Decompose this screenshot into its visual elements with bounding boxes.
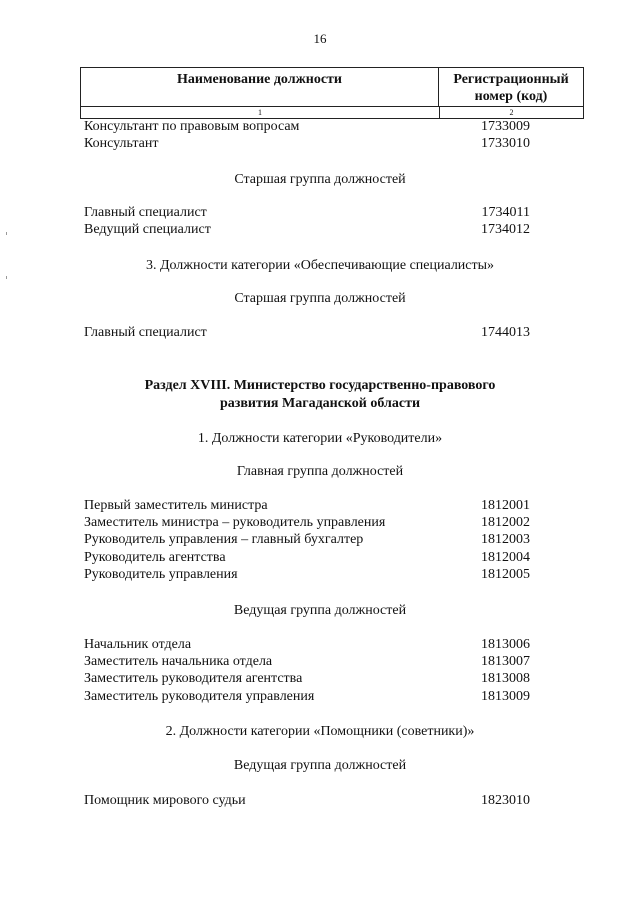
category-heading: 3. Должности категории «Обеспечивающие специалисты» (145, 258, 495, 273)
column-number-2: 2 (509, 108, 514, 117)
group-heading: Старшая группа должностей (234, 291, 406, 306)
list-item: Заместитель руководителя агентства 1813008 (84, 671, 530, 686)
group-heading: Ведущая группа должностей (233, 758, 407, 773)
list-item: Заместитель начальника отдела 1813007 (84, 654, 530, 669)
list-item: Первый заместитель министра 1812001 (84, 498, 530, 513)
list-item: Начальник отдела 1813006 (84, 637, 530, 652)
list-item: Помощник мирового судьи 1823010 (84, 793, 530, 808)
group-heading: Ведущая группа должностей (233, 603, 407, 618)
list-item: Консультант 1733010 (84, 136, 530, 151)
section-title-line1: Раздел XVIII. Министерство государственно-правового (144, 378, 496, 393)
column-number-1: 1 (81, 107, 440, 118)
table-header (80, 67, 584, 119)
category-heading: 2. Должности категории «Помощники (советники)» (165, 724, 475, 739)
list-item: Главный специалист 1734011 (84, 205, 530, 220)
category-heading: 1. Должности категории «Руководители» (197, 431, 443, 446)
list-item: Консультант по правовым вопросам 1733009 (84, 119, 530, 134)
group-heading: Старшая группа должностей (234, 172, 406, 187)
code-column-header: Регистрационный номер (код) (453, 72, 569, 104)
list-item: Главный специалист 1744013 (84, 325, 530, 340)
list-item: Руководитель агентства 1812004 (84, 550, 530, 565)
list-item: Руководитель управления – главный бухгалтер 1812003 (84, 532, 530, 547)
list-item: Руководитель управления 1812005 (84, 567, 530, 582)
list-item: Ведущий специалист 1734012 (84, 222, 530, 237)
section-title-line2: развития Магаданской области (219, 396, 421, 411)
name-column-header: Наименование должности (81, 68, 439, 106)
scan-mark (6, 232, 7, 235)
scan-mark (6, 276, 7, 279)
list-item: Заместитель министра – руководитель управления 1812002 (84, 515, 530, 530)
group-heading: Главная группа должностей (236, 464, 404, 479)
page-number: 16 (313, 31, 327, 46)
list-item: Заместитель руководителя управления 1813009 (84, 689, 530, 704)
